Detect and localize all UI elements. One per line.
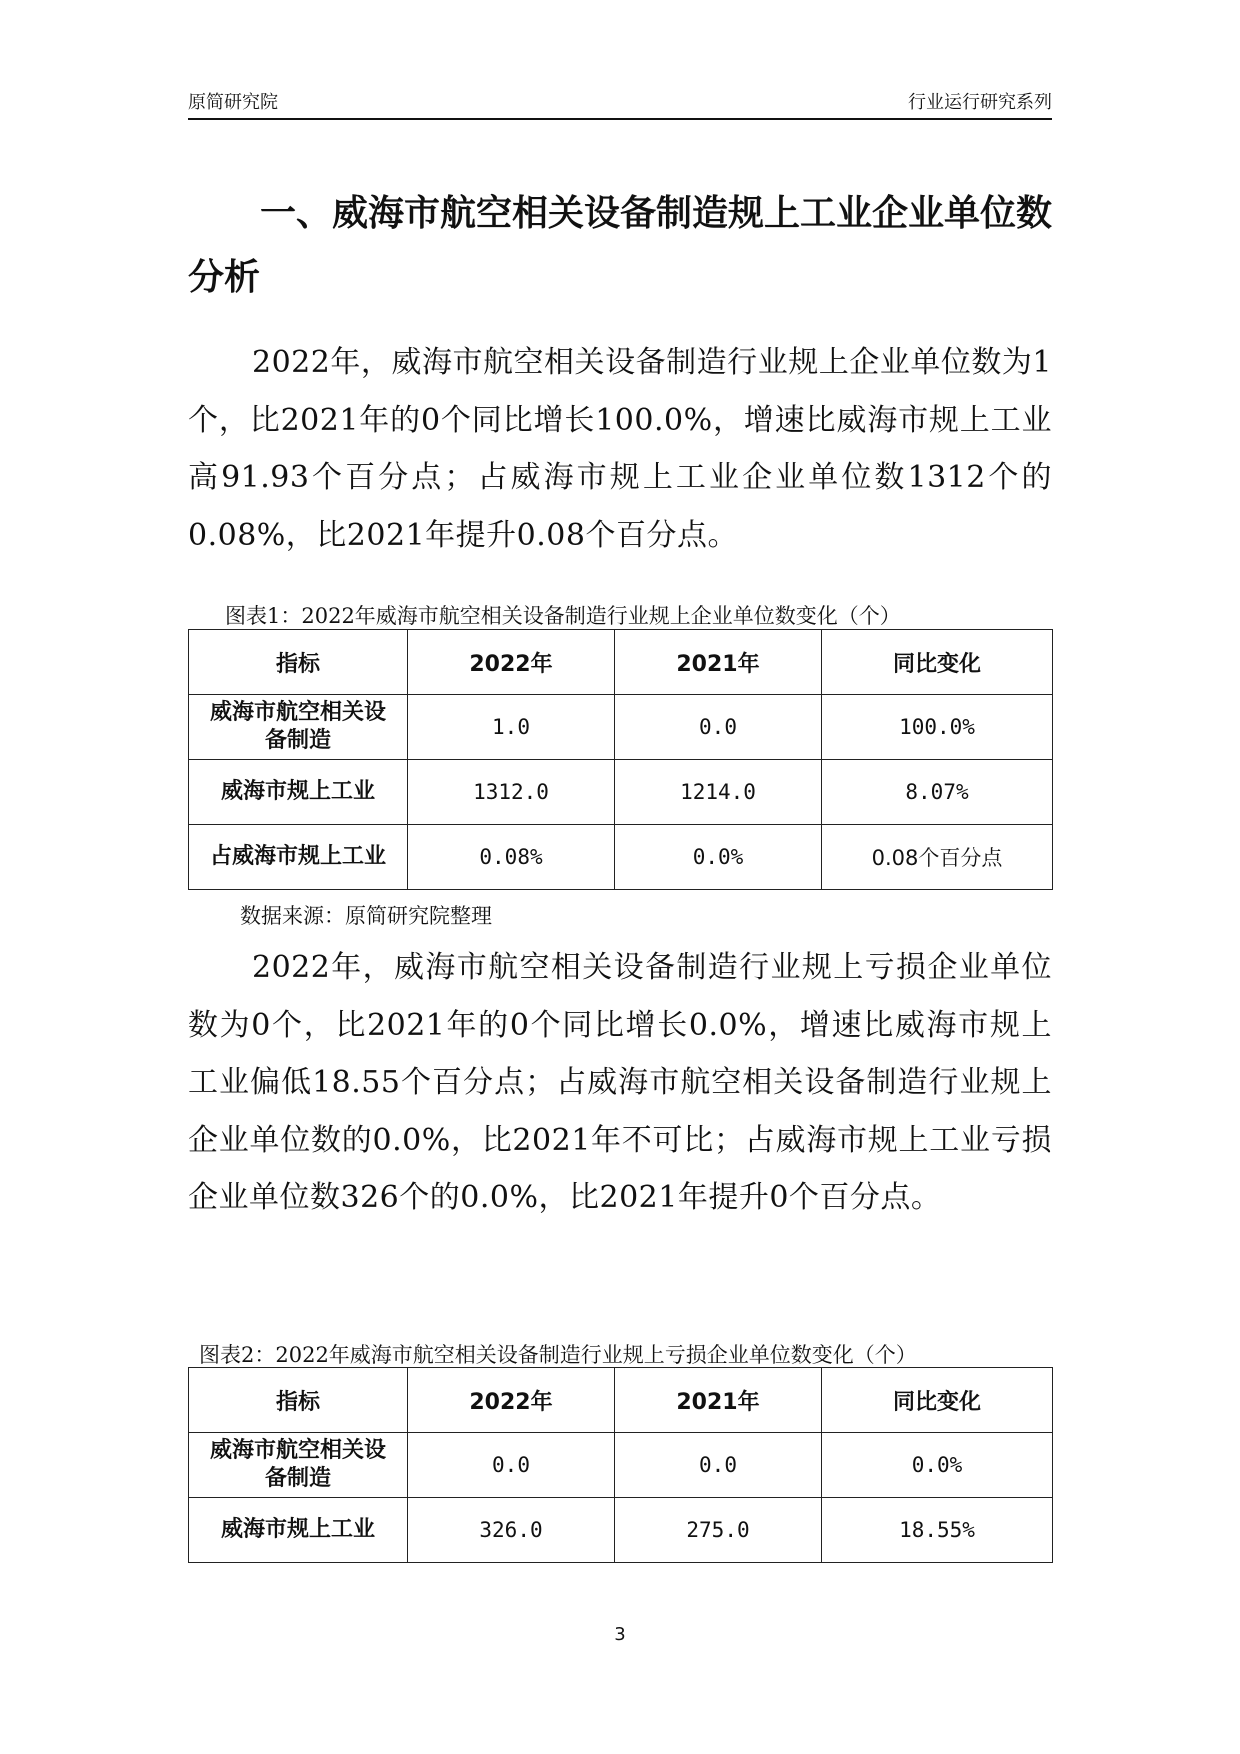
header-series-name: 行业运行研究系列 bbox=[908, 92, 1052, 113]
row-label: 威海市航空相关设备制造 bbox=[189, 695, 408, 760]
row-label: 威海市规上工业 bbox=[189, 1498, 408, 1563]
cell-2022: 0.08% bbox=[408, 825, 615, 890]
paragraph-enterprise-count: 2022年，威海市航空相关设备制造行业规上企业单位数为1个，比2021年的0个同比增长100.0%，增速比威海市规上工业高91.93个百分点；占威海市规上工业企业单位数1312个的0.08%，比2021年提升0.08个百分点。 bbox=[188, 345, 1052, 553]
cell-2021: 0.0 bbox=[615, 695, 822, 760]
table2-caption: 图表2：2022年威海市航空相关设备制造行业规上亏损企业单位数变化（个） bbox=[199, 1343, 917, 1367]
table-header-row bbox=[189, 1368, 1053, 1433]
header-2021: 2021年 bbox=[615, 630, 822, 695]
cell-yoy: 0.08个百分点 bbox=[822, 825, 1053, 890]
cell-2021: 0.0% bbox=[615, 825, 822, 890]
header-yoy-change: 同比变化 bbox=[822, 630, 1053, 695]
cell-2021: 275.0 bbox=[615, 1498, 822, 1563]
cell-2021: 0.0 bbox=[615, 1433, 822, 1498]
cell-2022: 0.0 bbox=[408, 1433, 615, 1498]
header-2021: 2021年 bbox=[615, 1368, 822, 1433]
table-row bbox=[189, 760, 1053, 825]
header-indicator: 指标 bbox=[189, 630, 408, 695]
table1-source-note: 数据来源：原简研究院整理 bbox=[240, 904, 492, 928]
header-yoy-change: 同比变化 bbox=[822, 1368, 1053, 1433]
table1-caption: 图表1：2022年威海市航空相关设备制造行业规上企业单位数变化（个） bbox=[225, 604, 901, 628]
header-2022: 2022年 bbox=[408, 630, 615, 695]
header-2022: 2022年 bbox=[408, 1368, 615, 1433]
table-row bbox=[189, 1433, 1053, 1498]
header-indicator: 指标 bbox=[189, 1368, 408, 1433]
cell-yoy: 8.07% bbox=[822, 760, 1053, 825]
table-enterprise-count bbox=[188, 629, 1053, 890]
table-row bbox=[189, 695, 1053, 760]
header-org-name: 原简研究院 bbox=[188, 92, 278, 113]
section-title: 一、威海市航空相关设备制造规上工业企业单位数分析 bbox=[188, 193, 1053, 298]
row-label: 占威海市规上工业 bbox=[189, 825, 408, 890]
page-header bbox=[188, 88, 1052, 120]
cell-2022: 1312.0 bbox=[408, 760, 615, 825]
paragraph-loss-enterprise-count: 2022年，威海市航空相关设备制造行业规上亏损企业单位数为0个，比2021年的0个同比增长0.0%，增速比威海市规上工业偏低18.55个百分点；占威海市航空相关设备制造行业规上企业单位数的0.0%，比2021年不可比；占威海市规上工业亏损企业单位数326个的0.0%，比2021年提升0个百分点。 bbox=[188, 950, 1052, 1215]
table-row bbox=[189, 825, 1053, 890]
table-loss-enterprise-count bbox=[188, 1367, 1053, 1563]
cell-yoy: 0.0% bbox=[822, 1433, 1053, 1498]
table-row bbox=[189, 1498, 1053, 1563]
cell-2022: 326.0 bbox=[408, 1498, 615, 1563]
row-label: 威海市航空相关设备制造 bbox=[189, 1433, 408, 1498]
cell-yoy: 18.55% bbox=[822, 1498, 1053, 1563]
cell-yoy: 100.0% bbox=[822, 695, 1053, 760]
table-header-row bbox=[189, 630, 1053, 695]
cell-2021: 1214.0 bbox=[615, 760, 822, 825]
cell-2022: 1.0 bbox=[408, 695, 615, 760]
page-number: 3 bbox=[614, 1624, 626, 1645]
row-label: 威海市规上工业 bbox=[189, 760, 408, 825]
